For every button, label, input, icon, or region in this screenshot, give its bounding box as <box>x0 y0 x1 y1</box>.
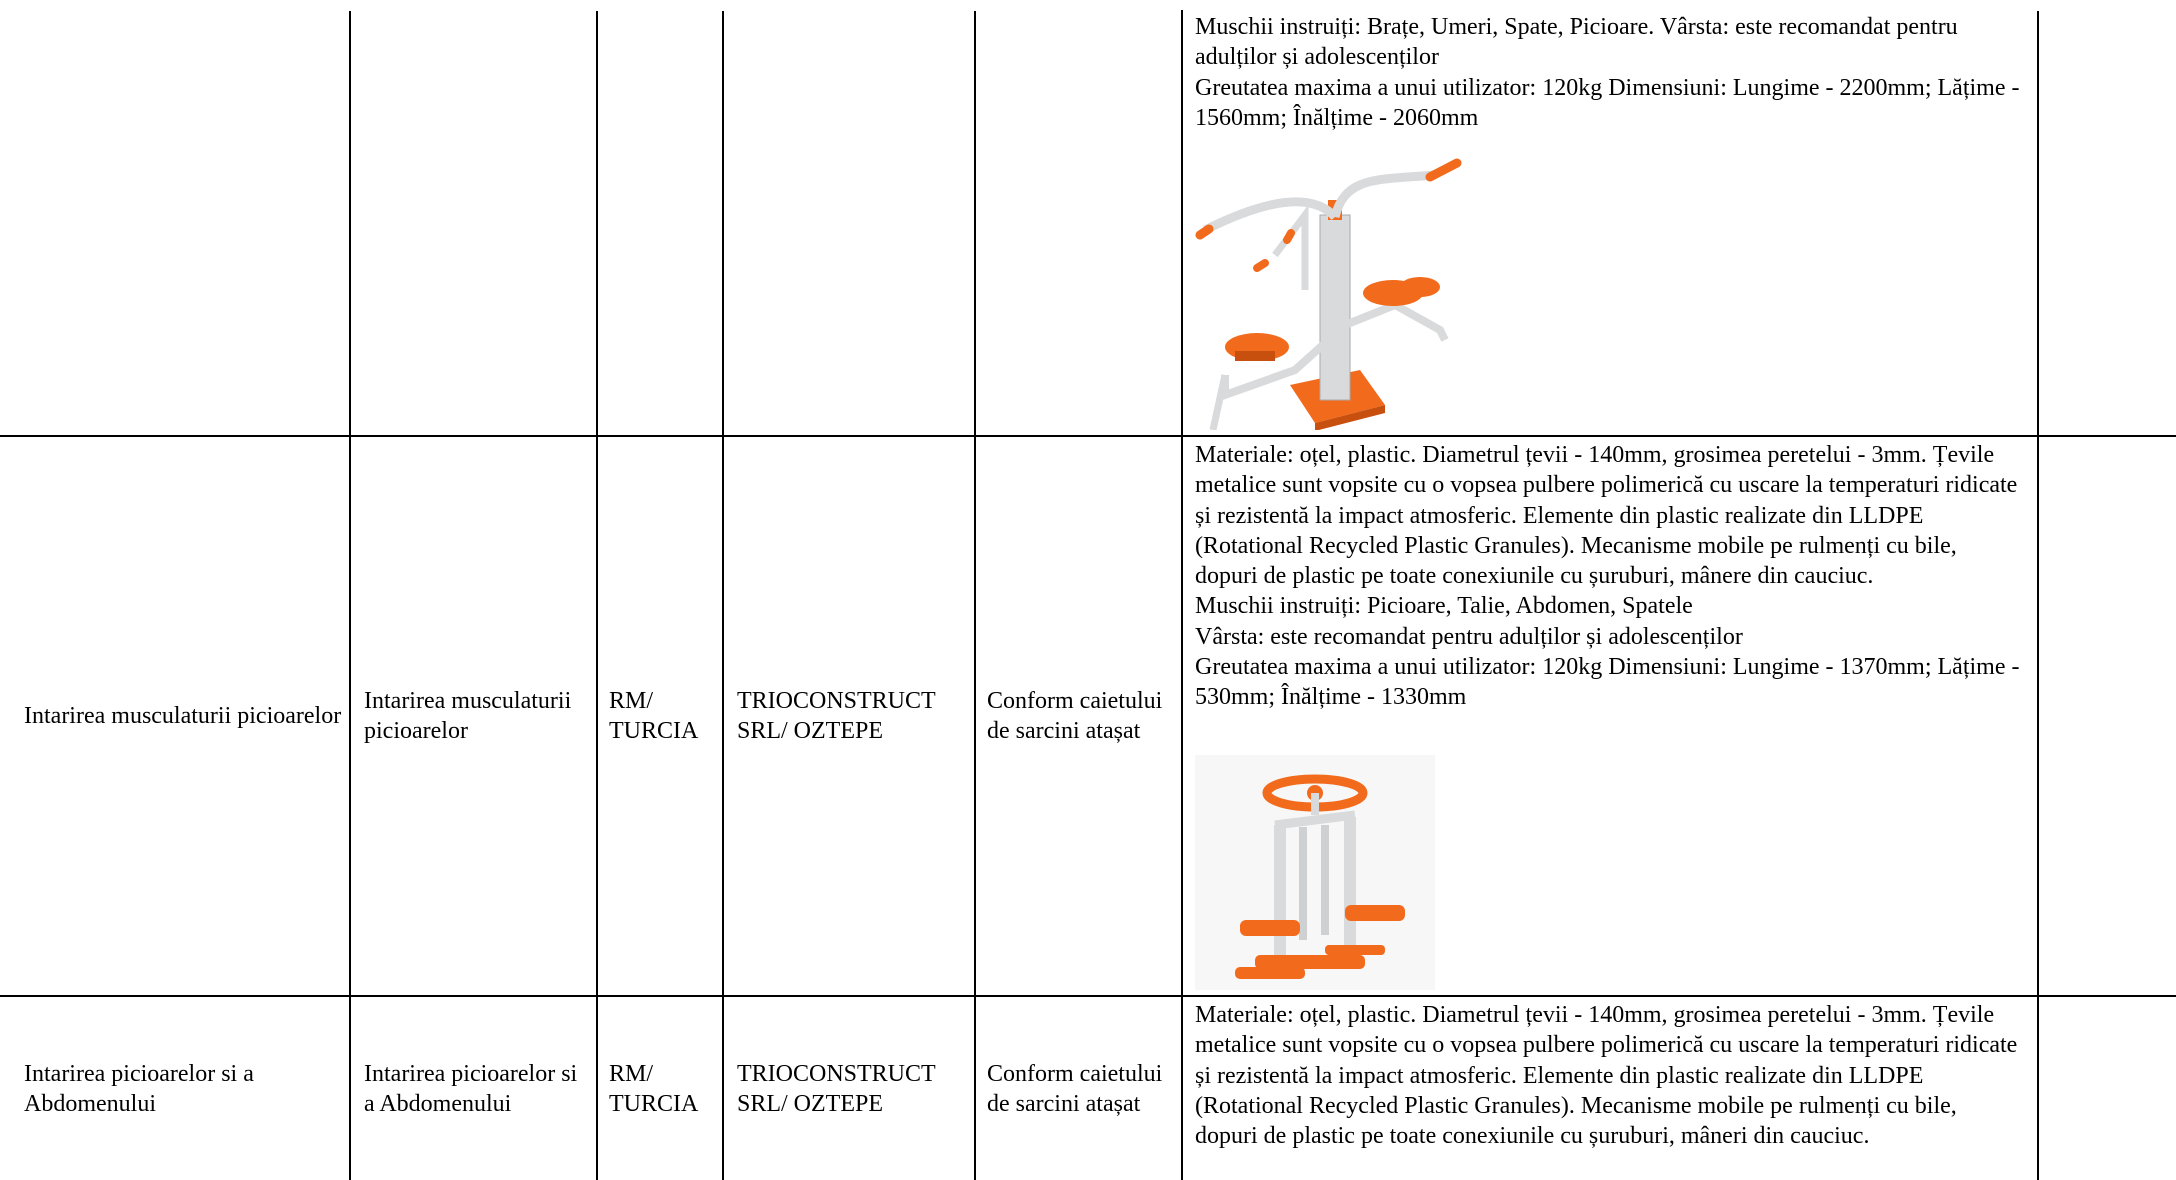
product-name: Intarirea musculaturii picioarelor <box>364 688 572 744</box>
column-divider <box>722 11 724 1180</box>
spec-paragraph: Materiale: oțel, plastic. Diametrul țevii - 140mm, grosimea peretelui - 3mm. Țevile metalice sunt vopsite cu o vopsea pulbere polimerică cu uscare la temperaturi ridicate și rezistentă la impact atmosferic. Elemente din plastic realizate din LLDPE (Rotational Recycled Plastic Granules). Mecanisme mobile pe rulmenți cu bile, dopuri de plastic pe toate conexiunile cu șuruburi, mânere din cauciuc. <box>1195 442 2018 590</box>
supplier-name: TRIOCONSTRUCT SRL/ OZTEPE <box>737 688 936 744</box>
compliance-note: Conform caietului de sarcini atașat <box>987 688 1163 744</box>
spec-paragraph: Materiale: oțel, plastic. Diametrul țevii - 140mm, grosimea peretelui - 3mm. Țevile metalice sunt vopsite cu o vopsea pulbere polimerică cu uscare la temperaturi ridicate și rezistentă la impact atmosferic. Elemente din plastic realizate din LLDPE (Rotational Recycled Plastic Granules). Mecanisme mobile pe rulmenți cu bile, dopuri de plastic pe toate conexiunile cu șuruburi, mâneri din cauciuc. <box>1195 1002 2018 1150</box>
row-3-supplier-cell <box>737 997 973 1180</box>
equipment-name: Intarirea musculaturii picioarelor <box>24 703 342 729</box>
column-divider <box>349 11 351 1180</box>
product-name: Intarirea picioarelor si a Abdomenului <box>364 1060 578 1117</box>
column-divider <box>2037 11 2039 1180</box>
row-2-origin-cell <box>609 437 719 995</box>
row-3-product-cell <box>364 997 589 1180</box>
row-3-spec-cell <box>1195 1000 2025 1151</box>
compliance-note: Conform caietului de sarcini atașat <box>987 1060 1163 1117</box>
spec-paragraph: Muschii instruiți: Brațe, Umeri, Spate, Picioare. Vârsta: este recomandat pentru adulților și adolescenților <box>1195 14 1958 71</box>
row-1-spec-cell <box>1195 12 2025 133</box>
origin-country: RM/ TURCIA <box>609 1060 699 1117</box>
row-2-spec-cell <box>1195 440 2025 713</box>
origin-country: RM/ TURCIA <box>609 688 699 744</box>
fitness-equipment-leg-trainer-image <box>1195 755 1435 990</box>
column-divider <box>596 11 598 1180</box>
column-divider <box>974 11 976 1180</box>
supplier-name: TRIOCONSTRUCT SRL/ OZTEPE <box>737 1060 936 1117</box>
equipment-name: Intarirea picioarelor si a Abdomenului <box>24 1060 254 1117</box>
spec-paragraph: Muschii instruiți: Picioare, Talie, Abdomen, Spatele <box>1195 593 1693 620</box>
row-2-compliance-cell <box>987 437 1177 995</box>
row-2-product-cell <box>364 437 589 995</box>
row-3-compliance-cell <box>987 997 1177 1180</box>
column-divider <box>1181 11 1183 1180</box>
row-2-supplier-cell <box>737 437 973 995</box>
row-2-name-cell <box>24 437 344 995</box>
fitness-equipment-rower-image <box>1195 155 1475 430</box>
spec-paragraph: Vârsta: este recomandat pentru adulților și adolescenților <box>1195 623 1743 650</box>
spec-paragraph: Greutatea maxima a unui utilizator: 120kg Dimensiuni: Lungime - 2200mm; Lățime - 1560mm; Înălțime - 2060mm <box>1195 74 2020 131</box>
row-3-origin-cell <box>609 997 719 1180</box>
table-top-border <box>1181 10 1183 12</box>
spec-paragraph: Greutatea maxima a unui utilizator: 120kg Dimensiuni: Lungime - 1370mm; Lățime - 530mm; Înălțime - 1330mm <box>1195 654 2020 711</box>
row-3-name-cell <box>24 997 344 1180</box>
